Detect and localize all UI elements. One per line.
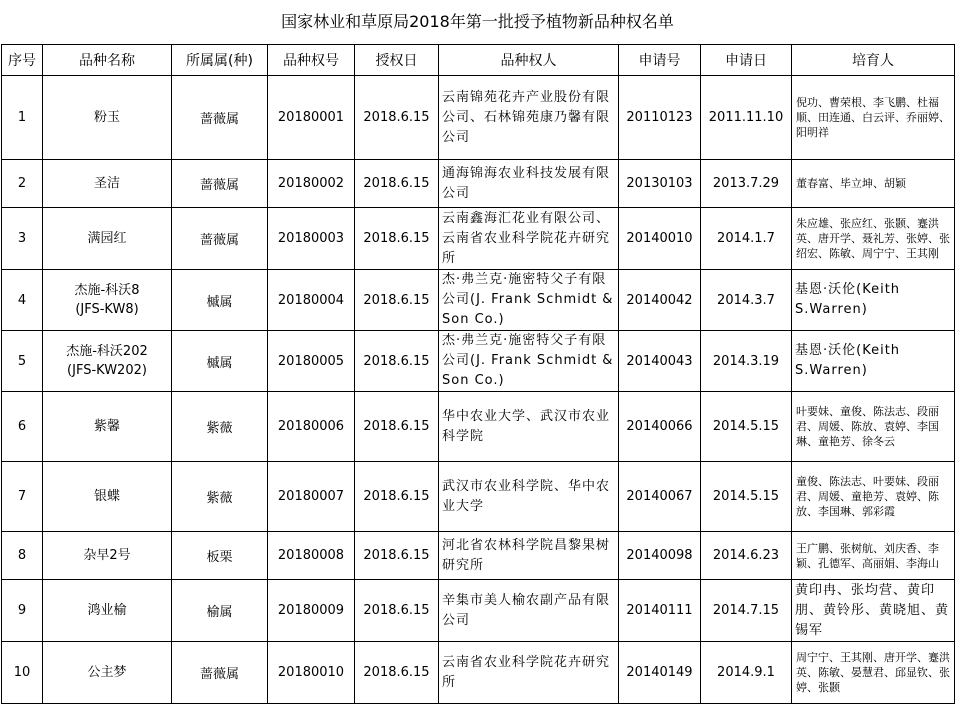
cell-holder[interactable]: 杰·弗兰克·施密特父子有限公司(J. Frank Schmidt & Son Co.): [439, 270, 619, 331]
table-row: [2, 76, 955, 160]
cell-holder[interactable]: 杰·弗兰克·施密特父子有限公司(J. Frank Schmidt & Son Co.): [439, 331, 619, 392]
cell-app-date[interactable]: 2014.3.19: [701, 331, 792, 392]
cell-right-no[interactable]: 20180003: [268, 208, 355, 270]
cell-grant-date[interactable]: 2018.6.15: [355, 392, 439, 462]
cell-right-no[interactable]: 20180002: [268, 160, 355, 208]
cell-no[interactable]: 8: [2, 532, 43, 580]
header-cell-right-no[interactable]: 品种权号: [268, 45, 355, 76]
cell-app-date[interactable]: 2013.7.29: [701, 160, 792, 208]
varieties-table: [1, 44, 955, 704]
variety-name: 圣洁: [93, 176, 120, 191]
cell-no[interactable]: 10: [2, 642, 43, 704]
cell-breeders[interactable]: 王广鹏、张树航、刘庆香、李颖、孔德军、高丽娟、李海山: [792, 532, 955, 580]
cell-grant-date[interactable]: 2018.6.15: [355, 208, 439, 270]
cell-app-no[interactable]: 20140010: [619, 208, 701, 270]
cell-app-date[interactable]: 2014.5.15: [701, 462, 792, 532]
cell-grant-date[interactable]: 2018.6.15: [355, 76, 439, 160]
cell-grant-date[interactable]: 2018.6.15: [355, 532, 439, 580]
header-cell-breeders[interactable]: 培育人: [792, 45, 955, 76]
variety-name: 杂早2号: [83, 548, 131, 563]
cell-no[interactable]: 7: [2, 462, 43, 532]
cell-holder[interactable]: 武汉市农业科学院、华中农业大学: [439, 462, 619, 532]
cell-grant-date[interactable]: 2018.6.15: [355, 160, 439, 208]
header-cell-holder[interactable]: 品种权人: [439, 45, 619, 76]
cell-breeders[interactable]: 童俊、陈法志、叶要妹、段丽君、周媛、童艳芳、袁婷、陈放、李国琳、郭彩霞: [792, 462, 955, 532]
cell-variety-name[interactable]: [43, 392, 172, 462]
cell-app-date[interactable]: 2014.6.23: [701, 532, 792, 580]
cell-app-no[interactable]: 20140098: [619, 532, 701, 580]
cell-app-no[interactable]: 20110123: [619, 76, 701, 160]
variety-name: 银蝶: [93, 489, 120, 504]
variety-code: (JFS-KW202): [67, 363, 147, 378]
variety-name: 杰施-科沃8: [74, 283, 140, 298]
cell-variety-name[interactable]: [43, 532, 172, 580]
cell-genus[interactable]: 槭属: [172, 270, 268, 331]
table-row: [2, 642, 955, 704]
cell-no[interactable]: 1: [2, 76, 43, 160]
variety-code: (JFS-KW8): [75, 302, 139, 317]
variety-name: 紫馨: [93, 419, 120, 434]
table-row: [2, 532, 955, 580]
cell-right-no[interactable]: 20180008: [268, 532, 355, 580]
cell-no[interactable]: 3: [2, 208, 43, 270]
cell-grant-date[interactable]: 2018.6.15: [355, 331, 439, 392]
table-row: [2, 331, 955, 392]
cell-holder[interactable]: 辛集市美人榆农副产品有限公司: [439, 580, 619, 642]
cell-genus[interactable]: 紫薇: [172, 392, 268, 462]
cell-variety-name[interactable]: [43, 580, 172, 642]
cell-no[interactable]: 2: [2, 160, 43, 208]
cell-genus[interactable]: 蔷薇属: [172, 208, 268, 270]
table-row: [2, 392, 955, 462]
cell-holder[interactable]: 通海锦海农业科技发展有限公司: [439, 160, 619, 208]
cell-app-no[interactable]: 20140067: [619, 462, 701, 532]
cell-app-date[interactable]: 2014.7.15: [701, 580, 792, 642]
cell-right-no[interactable]: 20180006: [268, 392, 355, 462]
cell-genus[interactable]: 蔷薇属: [172, 160, 268, 208]
cell-breeders[interactable]: 周宁宁、王其刚、唐开学、蹇洪英、陈敏、晏慧君、邱显钦、张婷、张颢: [792, 642, 955, 704]
cell-app-no[interactable]: 20130103: [619, 160, 701, 208]
cell-right-no[interactable]: 20180001: [268, 76, 355, 160]
cell-app-no[interactable]: 20140149: [619, 642, 701, 704]
variety-name: 公主梦: [87, 665, 127, 680]
cell-variety-name[interactable]: [43, 642, 172, 704]
cell-breeders[interactable]: 黄印冉、张均营、黄印朋、黄铃彤、黄晓旭、黄锡军: [792, 580, 955, 642]
cell-breeders[interactable]: 董春富、毕立坤、胡颖: [792, 160, 955, 208]
cell-breeders[interactable]: 叶要妹、童俊、陈法志、段丽君、周媛、陈放、袁婷、李国琳、童艳芳、徐冬云: [792, 392, 955, 462]
cell-variety-name[interactable]: [43, 270, 172, 331]
cell-breeders[interactable]: 基恩·沃伦(Keith S.Warren): [792, 270, 955, 331]
cell-breeders[interactable]: 基恩·沃伦(Keith S.Warren): [792, 331, 955, 392]
cell-genus[interactable]: 板栗: [172, 532, 268, 580]
cell-right-no[interactable]: 20180007: [268, 462, 355, 532]
table-row: [2, 270, 955, 331]
cell-right-no[interactable]: 20180010: [268, 642, 355, 704]
table-row: [2, 208, 955, 270]
cell-breeders[interactable]: 朱应雄、张应红、张颢、蹇洪英、唐开学、聂礼芳、张婷、张绍宏、陈敏、周宁宁、王其刚: [792, 208, 955, 270]
header-cell-no[interactable]: 序号: [2, 45, 43, 76]
cell-no[interactable]: 6: [2, 392, 43, 462]
cell-variety-name[interactable]: [43, 208, 172, 270]
cell-grant-date[interactable]: 2018.6.15: [355, 462, 439, 532]
cell-app-no[interactable]: 20140066: [619, 392, 701, 462]
cell-variety-name[interactable]: [43, 160, 172, 208]
cell-grant-date[interactable]: 2018.6.15: [355, 580, 439, 642]
cell-holder[interactable]: 云南鑫海汇花业有限公司、云南省农业科学院花卉研究所: [439, 208, 619, 270]
header-cell-name[interactable]: 品种名称: [43, 45, 172, 76]
header-cell-app-date[interactable]: 申请日: [701, 45, 792, 76]
variety-name: 粉玉: [93, 110, 120, 125]
cell-right-no[interactable]: 20180005: [268, 331, 355, 392]
cell-no[interactable]: 5: [2, 331, 43, 392]
cell-genus[interactable]: 槭属: [172, 331, 268, 392]
cell-holder[interactable]: 华中农业大学、武汉市农业科学院: [439, 392, 619, 462]
cell-app-date[interactable]: 2014.3.7: [701, 270, 792, 331]
variety-name: 满园红: [87, 231, 127, 246]
cell-app-date[interactable]: 2011.11.10: [701, 76, 792, 160]
cell-no[interactable]: 9: [2, 580, 43, 642]
table-row: [2, 462, 955, 532]
cell-variety-name[interactable]: [43, 76, 172, 160]
cell-breeders[interactable]: 倪功、曹荣根、李飞鹏、杜福顺、田连通、白云评、乔丽婷、阳明祥: [792, 76, 955, 160]
cell-holder[interactable]: 云南锦苑花卉产业股份有限公司、石林锦苑康乃馨有限公司: [439, 76, 619, 160]
table-row: [2, 160, 955, 208]
sheet-title: 国家林业和草原局2018年第一批授予植物新品种权名单: [281, 12, 674, 31]
header-row: [2, 45, 955, 76]
header-cell-grant-date[interactable]: 授权日: [355, 45, 439, 76]
cell-app-date[interactable]: 2014.5.15: [701, 392, 792, 462]
cell-holder[interactable]: 河北省农林科学院昌黎果树研究所: [439, 532, 619, 580]
cell-variety-name[interactable]: [43, 331, 172, 392]
cell-genus[interactable]: 蔷薇属: [172, 76, 268, 160]
cell-app-no[interactable]: 20140111: [619, 580, 701, 642]
cell-app-no[interactable]: 20140042: [619, 270, 701, 331]
cell-genus[interactable]: 紫薇: [172, 462, 268, 532]
cell-app-no[interactable]: 20140043: [619, 331, 701, 392]
cell-grant-date[interactable]: 2018.6.15: [355, 270, 439, 331]
cell-no[interactable]: 4: [2, 270, 43, 331]
table-row: [2, 580, 955, 642]
cell-app-date[interactable]: 2014.9.1: [701, 642, 792, 704]
variety-name: 杰施-科沃202: [66, 344, 148, 359]
cell-genus[interactable]: 蔷薇属: [172, 642, 268, 704]
header-cell-genus[interactable]: 所属属(种): [172, 45, 268, 76]
cell-right-no[interactable]: 20180009: [268, 580, 355, 642]
cell-genus[interactable]: 榆属: [172, 580, 268, 642]
cell-app-date[interactable]: 2014.1.7: [701, 208, 792, 270]
header-cell-app-no[interactable]: 申请号: [619, 45, 701, 76]
cell-variety-name[interactable]: [43, 462, 172, 532]
cell-right-no[interactable]: 20180004: [268, 270, 355, 331]
cell-holder[interactable]: 云南省农业科学院花卉研究所: [439, 642, 619, 704]
variety-name: 鸿业榆: [87, 603, 127, 618]
cell-grant-date[interactable]: 2018.6.15: [355, 642, 439, 704]
